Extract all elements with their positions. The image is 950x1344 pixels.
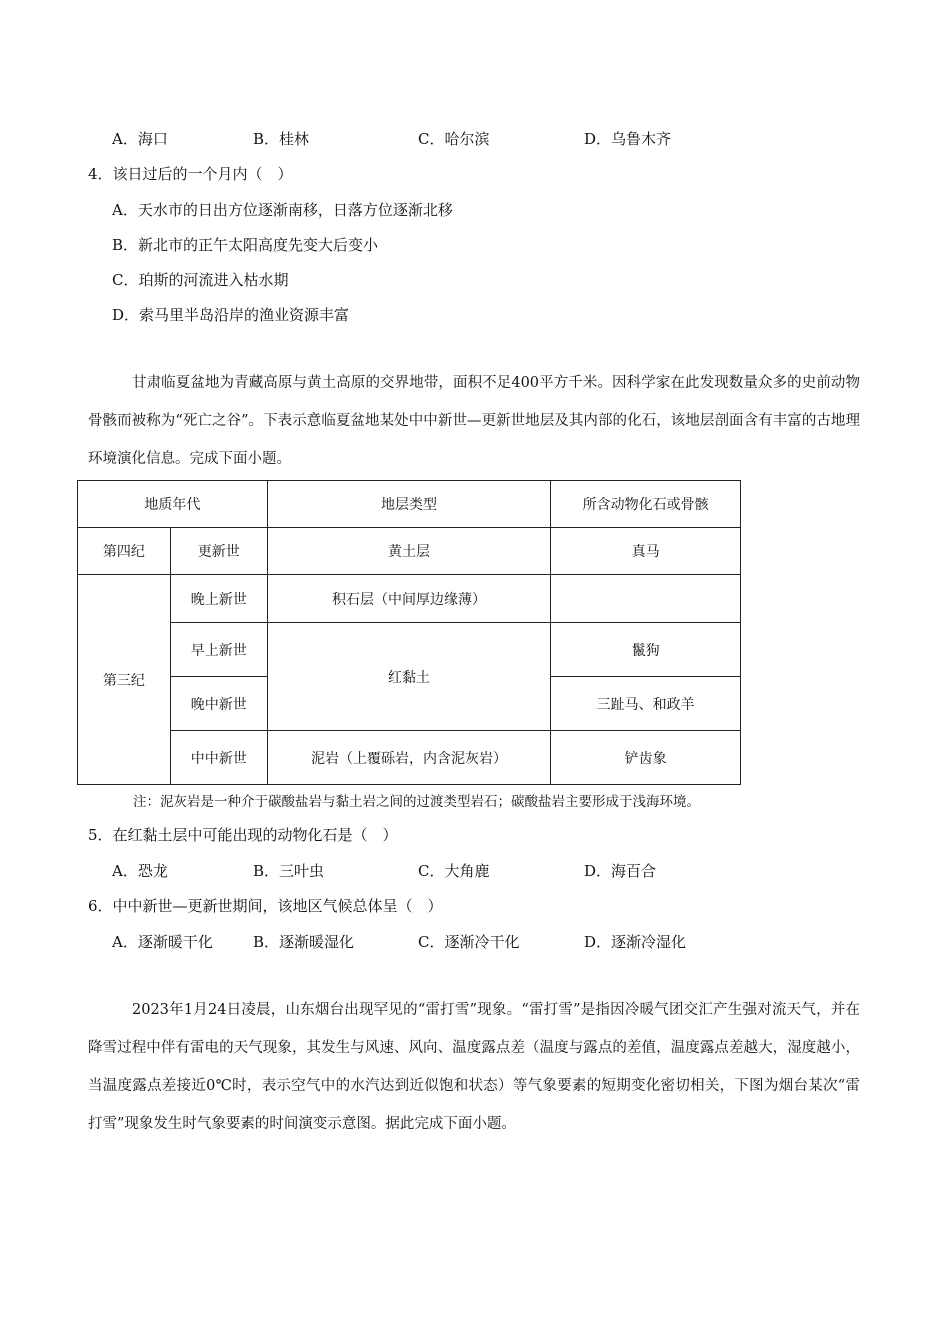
q3-option-c: C．哈尔滨 xyxy=(418,130,490,148)
fossil-hyena: 鬣狗 xyxy=(551,623,741,677)
fossil-equus: 真马 xyxy=(551,528,741,575)
table-row xyxy=(78,731,741,785)
epoch-early-pliocene: 早上新世 xyxy=(170,623,267,677)
epoch-late-pliocene: 晚上新世 xyxy=(170,575,267,623)
table-row xyxy=(78,575,741,623)
stratum-jishi: 积石层（中间厚边缘薄） xyxy=(267,575,551,623)
passage-thundersnow-text: 2023年1月24日凌晨，山东烟台出现罕见的“雷打雪”现象。“雷打雪”是指因冷暖气团交汇产生强对流天气，并在降雪过程中伴有雷电的天气现象，其发生与风速、风向、温度露点差（温度与露点的差值，温度露点差越大，湿度越小，当温度露点差接近0℃时，表示空气中的水汽达到近似饱和状态）等气象要素的短期变化密切相关，下图为烟台某次“雷打雪”现象发生时气象要素的时间演变示意图。据此完成下面小题。 xyxy=(88,1002,860,1132)
q3-option-d: D．乌鲁木齐 xyxy=(584,130,672,148)
epoch-middle-miocene: 中中新世 xyxy=(170,731,267,785)
header-geologic-age: 地质年代 xyxy=(78,481,268,528)
fossil-empty xyxy=(551,575,741,623)
q3-option-b: B．桂林 xyxy=(253,130,310,148)
table-row xyxy=(78,528,741,575)
period-quaternary: 第四纪 xyxy=(78,528,171,575)
epoch-late-miocene: 晚中新世 xyxy=(170,677,267,731)
q6-option-a: A．逐渐暖干化 xyxy=(112,933,213,951)
epoch-pleistocene: 更新世 xyxy=(170,528,267,575)
passage-linxia xyxy=(88,364,860,478)
period-tertiary: 第三纪 xyxy=(78,575,171,785)
q5-option-b: B．三叶虫 xyxy=(253,862,325,880)
table-header-row xyxy=(78,481,741,528)
q5-option-a: A．恐龙 xyxy=(112,862,168,880)
stratum-loess: 黄土层 xyxy=(267,528,551,575)
q4-option-b: B．新北市的正午太阳高度先变大后变小 xyxy=(112,236,379,254)
stratum-table xyxy=(77,480,741,785)
q6-stem: 6．中中新世—更新世期间，该地区气候总体呈（ ） xyxy=(88,897,443,915)
q5-option-c: C．大角鹿 xyxy=(418,862,490,880)
q5-stem: 5．在红黏土层中可能出现的动物化石是（ ） xyxy=(88,826,398,844)
q5-option-d: D．海百合 xyxy=(584,862,657,880)
q4-option-d: D．索马里半岛沿岸的渔业资源丰富 xyxy=(112,306,350,324)
q6-option-d: D．逐渐冷湿化 xyxy=(584,933,687,951)
q6-option-b: B．逐渐暖湿化 xyxy=(253,933,355,951)
passage-thundersnow xyxy=(88,991,860,1143)
q6-option-c: C．逐渐冷干化 xyxy=(418,933,520,951)
q4-stem: 4．该日过后的一个月内（ ） xyxy=(88,165,293,183)
stratum-red-clay: 红黏土 xyxy=(267,623,551,731)
fossil-hipparion: 三趾马、和政羊 xyxy=(551,677,741,731)
passage-linxia-text: 甘肃临夏盆地为青藏高原与黄土高原的交界地带，面积不足400平方千米。因科学家在此发现数量众多的史前动物骨骸而被称为“死亡之谷”。下表示意临夏盆地某处中中新世—更新世地层及其内部的化石，该地层剖面含有丰富的古地理环境演化信息。完成下面小题。 xyxy=(88,375,860,467)
fossil-platybelodon: 铲齿象 xyxy=(551,731,741,785)
table-row xyxy=(78,623,741,677)
stratum-mudstone: 泥岩（上覆砾岩，内含泥灰岩） xyxy=(267,731,551,785)
header-fossils: 所含动物化石或骨骸 xyxy=(551,481,741,528)
q3-option-a: A．海口 xyxy=(112,130,168,148)
table-note: 注：泥灰岩是一种介于碳酸盐岩与黏土岩之间的过渡类型岩石；碳酸盐岩主要形成于浅海环境。 xyxy=(133,794,700,810)
q4-option-c: C．珀斯的河流进入枯水期 xyxy=(112,271,289,289)
q4-option-a: A．天水市的日出方位逐渐南移，日落方位逐渐北移 xyxy=(112,201,453,219)
header-stratum-type: 地层类型 xyxy=(267,481,551,528)
